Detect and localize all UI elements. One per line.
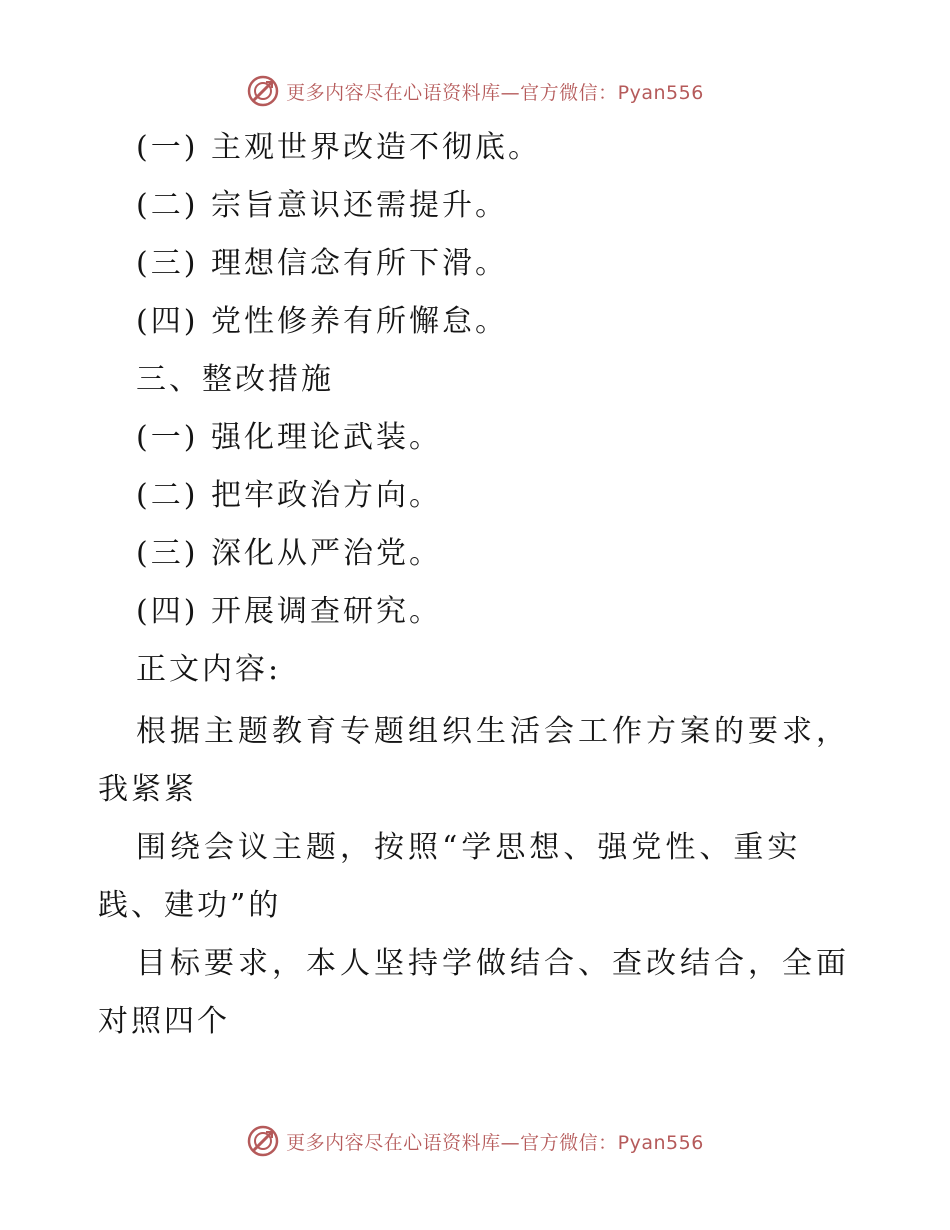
seal-logo-icon <box>246 1124 280 1158</box>
paragraph-line: 围绕会议主题，按照“学思想、强党性、重实 <box>136 830 802 865</box>
section-heading: 三、整改措施 <box>136 362 334 397</box>
watermark-text: 更多内容尽在心语资料库—官方微信：Pyan556 <box>286 1131 704 1154</box>
seal-logo-icon <box>246 74 280 108</box>
paragraph-line: 对照四个 <box>98 1004 230 1039</box>
paragraph-line: 践、建功”的 <box>98 888 282 923</box>
paragraph-line: 根据主题教育专题组织生活会工作方案的要求， <box>136 714 850 749</box>
header-watermark <box>0 74 950 108</box>
problem-item-2: (二) 宗旨意识还需提升。 <box>136 188 508 223</box>
paragraph-line: 目标要求，本人坚持学做结合、查改结合，全面 <box>136 946 850 981</box>
body-label: 正文内容: <box>136 652 282 687</box>
paragraph-line: 我紧紧 <box>98 772 197 807</box>
problem-item-4: (四) 党性修养有所懈怠。 <box>136 304 508 339</box>
watermark-text: 更多内容尽在心语资料库—官方微信：Pyan556 <box>286 81 704 104</box>
measure-item-2: (二) 把牢政治方向。 <box>136 478 442 513</box>
problem-item-1: (一) 主观世界改造不彻底。 <box>136 130 541 165</box>
measure-item-4: (四) 开展调查研究。 <box>136 594 442 629</box>
footer-watermark <box>0 1124 950 1158</box>
problem-item-3: (三) 理想信念有所下滑。 <box>136 246 508 281</box>
measure-item-1: (一) 强化理论武装。 <box>136 420 442 455</box>
measure-item-3: (三) 深化从严治党。 <box>136 536 442 571</box>
